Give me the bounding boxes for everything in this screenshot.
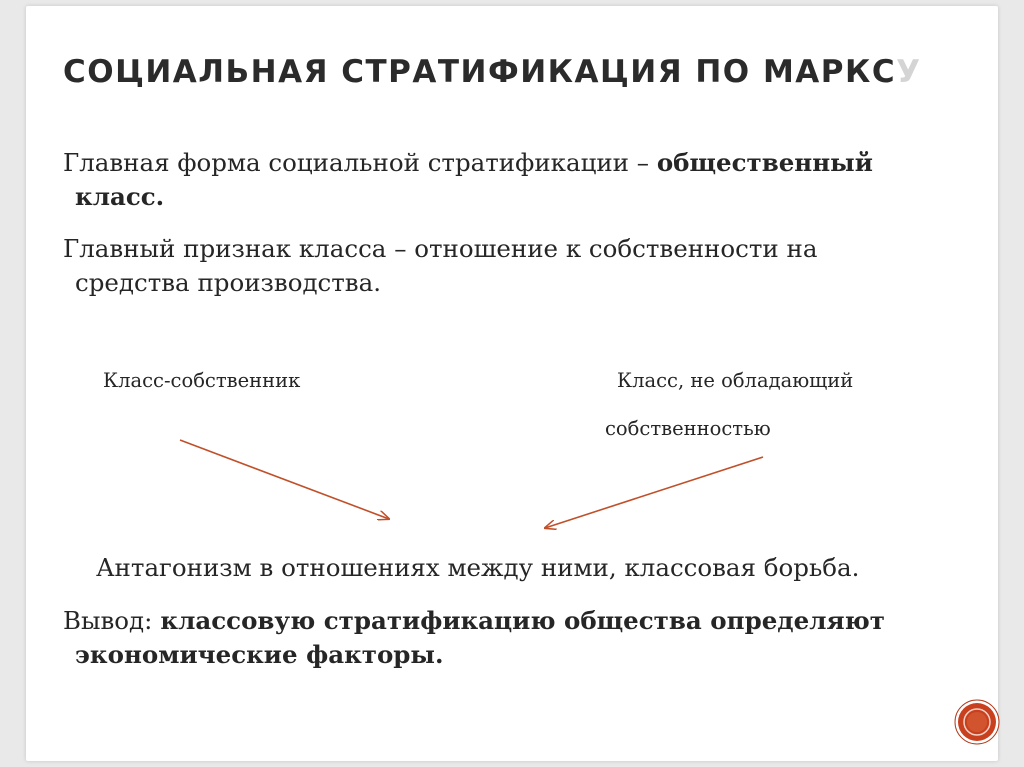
- label-nonowner-class-line2: собственностью: [605, 417, 771, 440]
- conclusion-bold-line1: классовую стратификацию общества определяют: [160, 606, 885, 635]
- paragraph-class-form-bold-line2: класс.: [75, 182, 165, 211]
- red-circle-badge-icon: [954, 699, 1000, 745]
- title-main: СОЦИАЛЬНАЯ СТРАТИФИКАЦИЯ ПО МАРКС: [63, 54, 897, 90]
- conclusion-label: Вывод:: [63, 606, 153, 635]
- paragraph-class-form-bold: общественный: [656, 148, 873, 177]
- paragraph-class-form-normal: Главная форма социальной стратификации –: [63, 148, 657, 177]
- paragraph-class-feature: [63, 232, 963, 300]
- paragraph-class-feature-line2: средства производства.: [75, 268, 381, 297]
- conclusion-bold-line2: экономические факторы.: [75, 640, 444, 669]
- paragraph-conclusion: [63, 604, 963, 672]
- paragraph-class-form: [63, 146, 963, 214]
- antagonism-statement: Антагонизм в отношениях между ними, классовая борьба.: [96, 553, 860, 582]
- paragraph-class-feature-line1: Главный признак класса – отношение к собственности на: [63, 234, 818, 263]
- label-nonowner-class-line1: Класс, не обладающий: [617, 369, 854, 392]
- title-faded-letter: У: [896, 54, 922, 90]
- label-owner-class: Класс-собственник: [103, 369, 301, 392]
- slide-title: [63, 54, 922, 90]
